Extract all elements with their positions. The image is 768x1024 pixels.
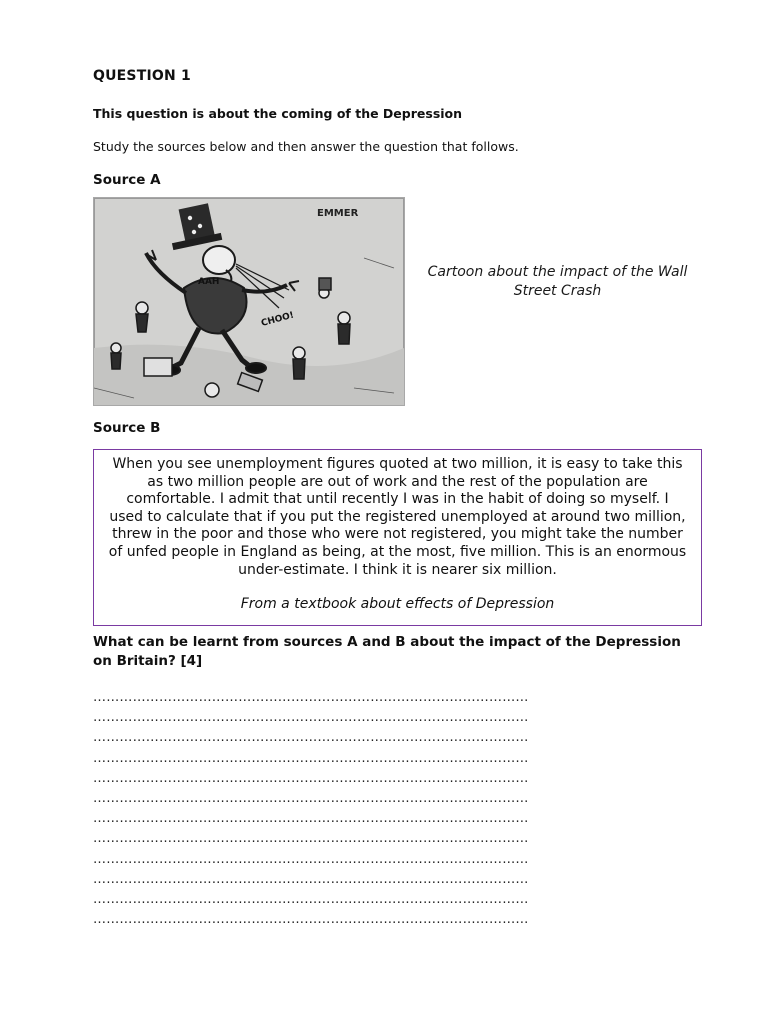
task-prompt: What can be learnt from sources A and B about the impact of the Depression on Britain? [4] <box>93 634 681 669</box>
source-a-caption: Cartoon about the impact of the Wall Street Crash <box>427 264 688 299</box>
answer-line[interactable]: ……………………………………………………………………………………… <box>93 770 529 786</box>
answer-line[interactable]: ……………………………………………………………………………………… <box>93 730 529 746</box>
answer-line[interactable]: ……………………………………………………………………………………… <box>93 891 529 907</box>
answer-line[interactable]: ……………………………………………………………………………………… <box>93 831 529 847</box>
question-instruction: Study the sources below and then answer the question that follows. <box>93 139 519 154</box>
cartoon-signature: EMMER <box>317 208 359 219</box>
cartoon-drawing <box>94 198 404 405</box>
answer-line[interactable]: ……………………………………………………………………………………… <box>93 871 529 887</box>
cartoon-sneeze: CHOO! <box>260 310 296 329</box>
source-b-box <box>93 449 702 626</box>
answer-line[interactable]: ……………………………………………………………………………………… <box>93 790 529 806</box>
source-b-label: Source B <box>93 420 161 436</box>
answer-line[interactable]: ……………………………………………………………………………………… <box>93 851 529 867</box>
source-b-citation: From a textbook about effects of Depression <box>240 596 555 613</box>
cartoon-image <box>93 197 405 406</box>
answer-line[interactable]: ……………………………………………………………………………………… <box>93 710 529 726</box>
answer-line[interactable]: ……………………………………………………………………………………… <box>93 811 529 827</box>
source-b-text: When you see unemployment figures quoted at two million, it is easy to take this as two million people are out of work and the rest of the population are comfortable. I admit that until recently I was in the habit of doing so myself. I used to calculate that if you put the registered unemployed at around two million, threw in the poor and those who were not registered, you might take the number of unfed people in England as being, at the most, five million. This is an enormous under-estimate. I think it is nearer six million. <box>108 456 687 578</box>
cartoon-shout: AAH <box>198 277 220 287</box>
question-subtitle: This question is about the coming of the Depression <box>93 106 463 121</box>
source-a-label: Source A <box>93 172 161 188</box>
answer-lines[interactable] <box>93 688 673 930</box>
answer-line[interactable]: ……………………………………………………………………………………… <box>93 912 529 928</box>
question-title: QUESTION 1 <box>93 68 191 84</box>
answer-line[interactable]: ……………………………………………………………………………………… <box>93 690 529 705</box>
answer-line[interactable]: ……………………………………………………………………………………… <box>93 750 529 766</box>
